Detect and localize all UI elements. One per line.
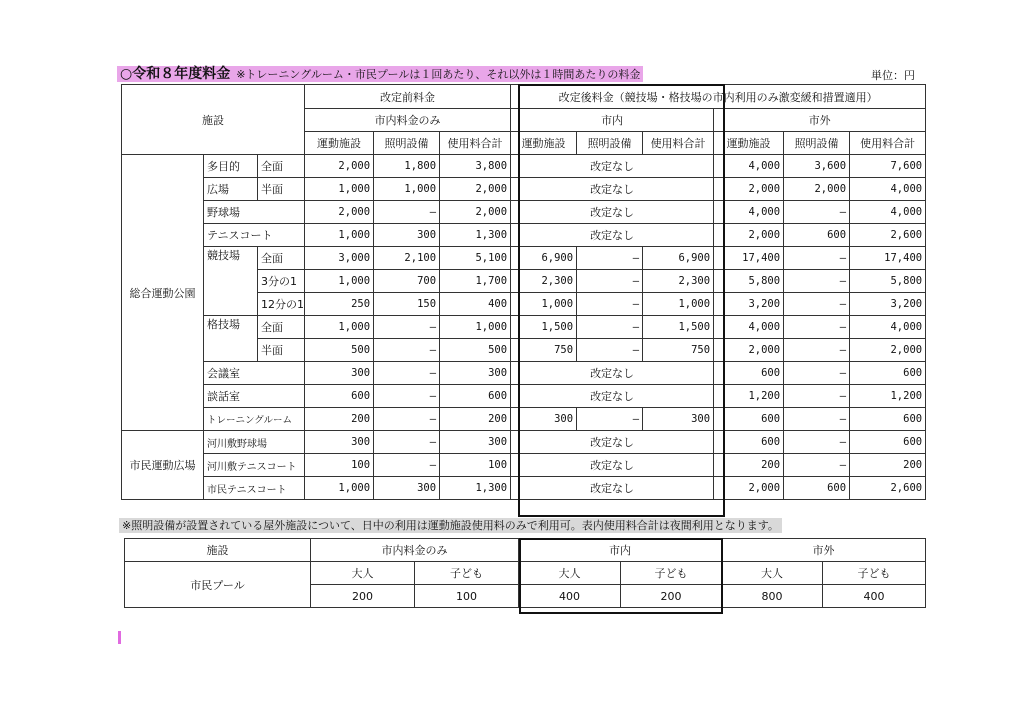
before-lighting: — [374, 385, 440, 408]
page-title: ○令和８年度料金 [120, 66, 231, 82]
out-total: 2,000 [850, 339, 926, 362]
out-sports: 5,800 [714, 270, 784, 293]
before-sports: 300 [305, 362, 374, 385]
out-sports: 600 [714, 431, 784, 454]
before-total: 300 [440, 431, 511, 454]
table-row [122, 155, 926, 178]
group-label: 総合運動公園 [122, 155, 204, 431]
before-lighting: 300 [374, 477, 440, 500]
out-sports: 2,000 [714, 224, 784, 247]
out-lighting: — [784, 316, 850, 339]
pool-value: 200 [621, 585, 722, 608]
out-sports: 3,200 [714, 293, 784, 316]
before-total: 2,000 [440, 201, 511, 224]
facility-sublabel: 全面 [258, 155, 305, 178]
pool-header-city-in: 市内 [519, 539, 722, 562]
out-total: 600 [850, 408, 926, 431]
out-sports: 200 [714, 454, 784, 477]
table-row [122, 178, 926, 201]
header-facility: 施設 [122, 85, 305, 155]
col-total: 使用料合計 [643, 132, 714, 155]
col-lighting: 照明設備 [784, 132, 850, 155]
out-sports: 17,400 [714, 247, 784, 270]
before-lighting: — [374, 362, 440, 385]
in-sports: 2,300 [511, 270, 577, 293]
facility-sublabel: 全面 [258, 316, 305, 339]
in-sports: 6,900 [511, 247, 577, 270]
facility-label: 会議室 [204, 362, 305, 385]
out-lighting: — [784, 201, 850, 224]
pool-value: 800 [722, 585, 823, 608]
in-lighting: — [577, 339, 643, 362]
pool-header-facility: 施設 [125, 539, 311, 562]
before-total: 5,100 [440, 247, 511, 270]
unchanged-note: 改定なし [511, 362, 714, 385]
facility-label: テニスコート [204, 224, 305, 247]
table-row [122, 316, 926, 339]
facility-label: 広場 [204, 178, 258, 201]
pool-table [124, 538, 926, 608]
out-total: 1,200 [850, 385, 926, 408]
before-total: 600 [440, 385, 511, 408]
header-city-in: 市内 [511, 109, 714, 132]
before-lighting: — [374, 316, 440, 339]
out-sports: 2,000 [714, 339, 784, 362]
before-lighting: — [374, 408, 440, 431]
in-lighting: — [577, 408, 643, 431]
facility-sublabel: 全面 [258, 247, 305, 270]
in-lighting: — [577, 316, 643, 339]
in-sports: 750 [511, 339, 577, 362]
in-total: 1,500 [643, 316, 714, 339]
before-lighting: 1,000 [374, 178, 440, 201]
before-total: 1,300 [440, 224, 511, 247]
fee-table [121, 84, 926, 500]
out-sports: 2,000 [714, 477, 784, 500]
out-total: 4,000 [850, 178, 926, 201]
group-label: 市民運動広場 [122, 431, 204, 500]
out-lighting: 3,600 [784, 155, 850, 178]
before-total: 1,700 [440, 270, 511, 293]
facility-label: 談話室 [204, 385, 305, 408]
before-sports: 3,000 [305, 247, 374, 270]
before-sports: 600 [305, 385, 374, 408]
unchanged-note: 改定なし [511, 178, 714, 201]
out-sports: 2,000 [714, 178, 784, 201]
pool-child: 子ども [415, 562, 519, 585]
table-row [122, 385, 926, 408]
pool-child: 子ども [621, 562, 722, 585]
out-total: 600 [850, 362, 926, 385]
out-lighting: — [784, 293, 850, 316]
pool-child: 子ども [823, 562, 926, 585]
col-total: 使用料合計 [850, 132, 926, 155]
in-total: 750 [643, 339, 714, 362]
pool-value: 400 [519, 585, 621, 608]
unchanged-note: 改定なし [511, 454, 714, 477]
before-sports: 2,000 [305, 155, 374, 178]
out-lighting: — [784, 339, 850, 362]
out-total: 2,600 [850, 477, 926, 500]
pool-value: 400 [823, 585, 926, 608]
before-lighting: — [374, 339, 440, 362]
unchanged-note: 改定なし [511, 155, 714, 178]
before-lighting: 2,100 [374, 247, 440, 270]
before-sports: 1,000 [305, 316, 374, 339]
facility-label: 野球場 [204, 201, 305, 224]
in-lighting: — [577, 270, 643, 293]
before-sports: 2,000 [305, 201, 374, 224]
header-after: 改定後料金（競技場・格技場の市内利用のみ激変緩和措置適用） [511, 85, 926, 109]
before-total: 2,000 [440, 178, 511, 201]
before-lighting: — [374, 201, 440, 224]
out-total: 4,000 [850, 201, 926, 224]
header-before: 改定前料金 [305, 85, 511, 109]
before-sports: 300 [305, 431, 374, 454]
out-total: 5,800 [850, 270, 926, 293]
before-lighting: — [374, 431, 440, 454]
before-sports: 100 [305, 454, 374, 477]
before-lighting: — [374, 454, 440, 477]
header-city-out: 市外 [714, 109, 926, 132]
col-sports: 運動施設 [305, 132, 374, 155]
table-row [122, 431, 926, 454]
pool-adult: 大人 [519, 562, 621, 585]
out-total: 4,000 [850, 316, 926, 339]
facility-label: 多目的 [204, 155, 258, 178]
before-sports: 500 [305, 339, 374, 362]
facility-sublabel: 半面 [258, 339, 305, 362]
in-lighting: — [577, 293, 643, 316]
unchanged-note: 改定なし [511, 431, 714, 454]
pool-value: 100 [415, 585, 519, 608]
in-lighting: — [577, 247, 643, 270]
before-total: 200 [440, 408, 511, 431]
in-total: 2,300 [643, 270, 714, 293]
table-row [122, 477, 926, 500]
out-sports: 4,000 [714, 155, 784, 178]
before-total: 1,000 [440, 316, 511, 339]
table-row [122, 362, 926, 385]
out-total: 17,400 [850, 247, 926, 270]
facility-label: トレーニングルーム [204, 408, 305, 431]
out-lighting: — [784, 270, 850, 293]
in-sports: 1,500 [511, 316, 577, 339]
facility-label: 河川敷テニスコート [204, 454, 305, 477]
in-total: 6,900 [643, 247, 714, 270]
before-lighting: 300 [374, 224, 440, 247]
facility-sublabel: 12分の1 [258, 293, 305, 316]
out-sports: 4,000 [714, 316, 784, 339]
before-total: 100 [440, 454, 511, 477]
out-total: 2,600 [850, 224, 926, 247]
pool-name: 市民プール [125, 562, 311, 608]
unit-label: 単位：円 [871, 69, 915, 82]
facility-label: 競技場 [204, 247, 258, 316]
before-sports: 1,000 [305, 178, 374, 201]
before-total: 3,800 [440, 155, 511, 178]
out-lighting: — [784, 408, 850, 431]
col-lighting: 照明設備 [577, 132, 643, 155]
out-lighting: 600 [784, 477, 850, 500]
out-lighting: — [784, 385, 850, 408]
col-total: 使用料合計 [440, 132, 511, 155]
margin-mark [118, 631, 121, 644]
in-total: 1,000 [643, 293, 714, 316]
facility-label: 河川敷野球場 [204, 431, 305, 454]
out-total: 3,200 [850, 293, 926, 316]
out-sports: 600 [714, 362, 784, 385]
before-lighting: 700 [374, 270, 440, 293]
in-total: 300 [643, 408, 714, 431]
before-sports: 1,000 [305, 270, 374, 293]
unchanged-note: 改定なし [511, 385, 714, 408]
col-sports: 運動施設 [511, 132, 577, 155]
before-sports: 250 [305, 293, 374, 316]
before-lighting: 1,800 [374, 155, 440, 178]
out-sports: 600 [714, 408, 784, 431]
facility-sublabel: 3分の1 [258, 270, 305, 293]
before-total: 1,300 [440, 477, 511, 500]
table-row [122, 454, 926, 477]
before-sports: 200 [305, 408, 374, 431]
unchanged-note: 改定なし [511, 201, 714, 224]
out-sports: 1,200 [714, 385, 784, 408]
table-row [122, 247, 926, 270]
facility-label: 市民テニスコート [204, 477, 305, 500]
out-total: 7,600 [850, 155, 926, 178]
out-lighting: — [784, 454, 850, 477]
out-sports: 4,000 [714, 201, 784, 224]
pool-value: 200 [311, 585, 415, 608]
col-sports: 運動施設 [714, 132, 784, 155]
footnote: ※照明設備が設置されている屋外施設について、日中の利用は運動施設使用料のみで利用可。表内使用料合計は夜間利用となります。 [119, 518, 782, 533]
unchanged-note: 改定なし [511, 477, 714, 500]
pool-adult: 大人 [722, 562, 823, 585]
out-lighting: — [784, 431, 850, 454]
title-note: ※トレーニングルーム・市民プールは１回あたり、それ以外は１時間あたりの料金 [236, 68, 641, 81]
out-lighting: 600 [784, 224, 850, 247]
table-row [122, 201, 926, 224]
facility-sublabel: 半面 [258, 178, 305, 201]
before-sports: 1,000 [305, 477, 374, 500]
out-total: 600 [850, 431, 926, 454]
out-total: 200 [850, 454, 926, 477]
before-total: 300 [440, 362, 511, 385]
before-lighting: 150 [374, 293, 440, 316]
in-sports: 1,000 [511, 293, 577, 316]
table-row [122, 224, 926, 247]
pool-header-city-out: 市外 [722, 539, 926, 562]
facility-label: 格技場 [204, 316, 258, 362]
pool-header-before: 市内料金のみ [311, 539, 519, 562]
header-before-sub: 市内料金のみ [305, 109, 511, 132]
out-lighting: — [784, 247, 850, 270]
before-total: 400 [440, 293, 511, 316]
before-total: 500 [440, 339, 511, 362]
table-row [122, 408, 926, 431]
out-lighting: 2,000 [784, 178, 850, 201]
in-sports: 300 [511, 408, 577, 431]
out-lighting: — [784, 362, 850, 385]
pool-adult: 大人 [311, 562, 415, 585]
unchanged-note: 改定なし [511, 224, 714, 247]
col-lighting: 照明設備 [374, 132, 440, 155]
title-bar [117, 66, 643, 82]
before-sports: 1,000 [305, 224, 374, 247]
